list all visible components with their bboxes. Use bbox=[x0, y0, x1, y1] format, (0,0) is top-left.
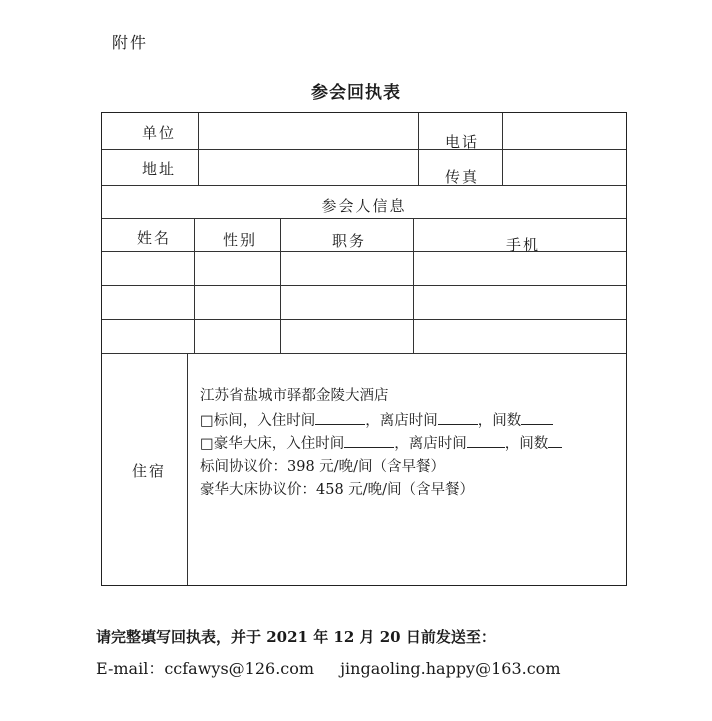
col-divider bbox=[502, 113, 503, 185]
fax-label: 传真 bbox=[445, 168, 480, 186]
unit-label: 单位 bbox=[142, 124, 177, 142]
row-divider bbox=[102, 251, 626, 252]
row-divider bbox=[102, 149, 626, 150]
deluxe-room-line bbox=[200, 432, 562, 456]
form-title: 参会回执表 bbox=[311, 83, 401, 103]
deluxe-rooms-blank[interactable] bbox=[548, 432, 562, 448]
standard-checkin-blank[interactable] bbox=[315, 409, 365, 425]
standard-rooms-label: ，间数 bbox=[477, 412, 522, 429]
row-divider bbox=[102, 353, 626, 354]
col-divider bbox=[413, 218, 414, 353]
deluxe-room-checkin-label: □豪华大床，入住时间 bbox=[200, 436, 345, 452]
deluxe-price: 豪华大床协议价：458 元/晚/间（含早餐） bbox=[200, 482, 475, 498]
row-divider bbox=[102, 185, 626, 186]
deluxe-checkin-blank[interactable] bbox=[344, 432, 394, 448]
email-primary: E-mail：ccfawys@126.com bbox=[96, 659, 315, 678]
deluxe-checkout-blank[interactable] bbox=[467, 432, 505, 448]
email-line bbox=[96, 656, 560, 679]
standard-room-checkin-label: □标间，入住时间 bbox=[200, 412, 316, 429]
email-secondary: jingaoling.happy@163.com bbox=[340, 659, 561, 678]
phone-label: 电话 bbox=[445, 133, 480, 151]
standard-room-line bbox=[200, 409, 562, 433]
attachment-label: 附件 bbox=[112, 33, 149, 52]
column-header-gender: 性别 bbox=[223, 231, 258, 249]
deluxe-checkout-label: ，离店时间 bbox=[394, 436, 467, 452]
attendee-section-label: 参会人信息 bbox=[321, 197, 407, 215]
column-header-mobile: 手机 bbox=[506, 236, 541, 254]
accommodation-label: 住宿 bbox=[132, 462, 167, 480]
row-divider bbox=[102, 319, 626, 320]
receipt-form bbox=[101, 112, 627, 586]
standard-checkout-label: ，离店时间 bbox=[365, 412, 438, 429]
row-divider bbox=[102, 218, 626, 219]
submission-instruction: 请完整填写回执表，并于 2021 年 12 月 20 日前发送至： bbox=[96, 628, 496, 646]
hotel-name: 江苏省盐城市驿都金陵大酒店 bbox=[200, 388, 389, 404]
col-divider bbox=[280, 218, 281, 353]
col-divider bbox=[194, 218, 195, 353]
column-header-position: 职务 bbox=[332, 232, 367, 250]
col-divider bbox=[418, 113, 419, 185]
column-header-name: 姓名 bbox=[137, 229, 172, 247]
standard-price: 标间协议价：398 元/晚/间（含早餐） bbox=[200, 458, 446, 475]
accommodation-details bbox=[200, 385, 562, 503]
deluxe-rooms-label: ，间数 bbox=[504, 436, 549, 452]
col-divider bbox=[187, 353, 188, 585]
address-label: 地址 bbox=[142, 160, 177, 178]
standard-rooms-blank[interactable] bbox=[521, 409, 553, 425]
row-divider bbox=[102, 285, 626, 286]
col-divider bbox=[198, 113, 199, 185]
standard-checkout-blank[interactable] bbox=[438, 409, 478, 425]
